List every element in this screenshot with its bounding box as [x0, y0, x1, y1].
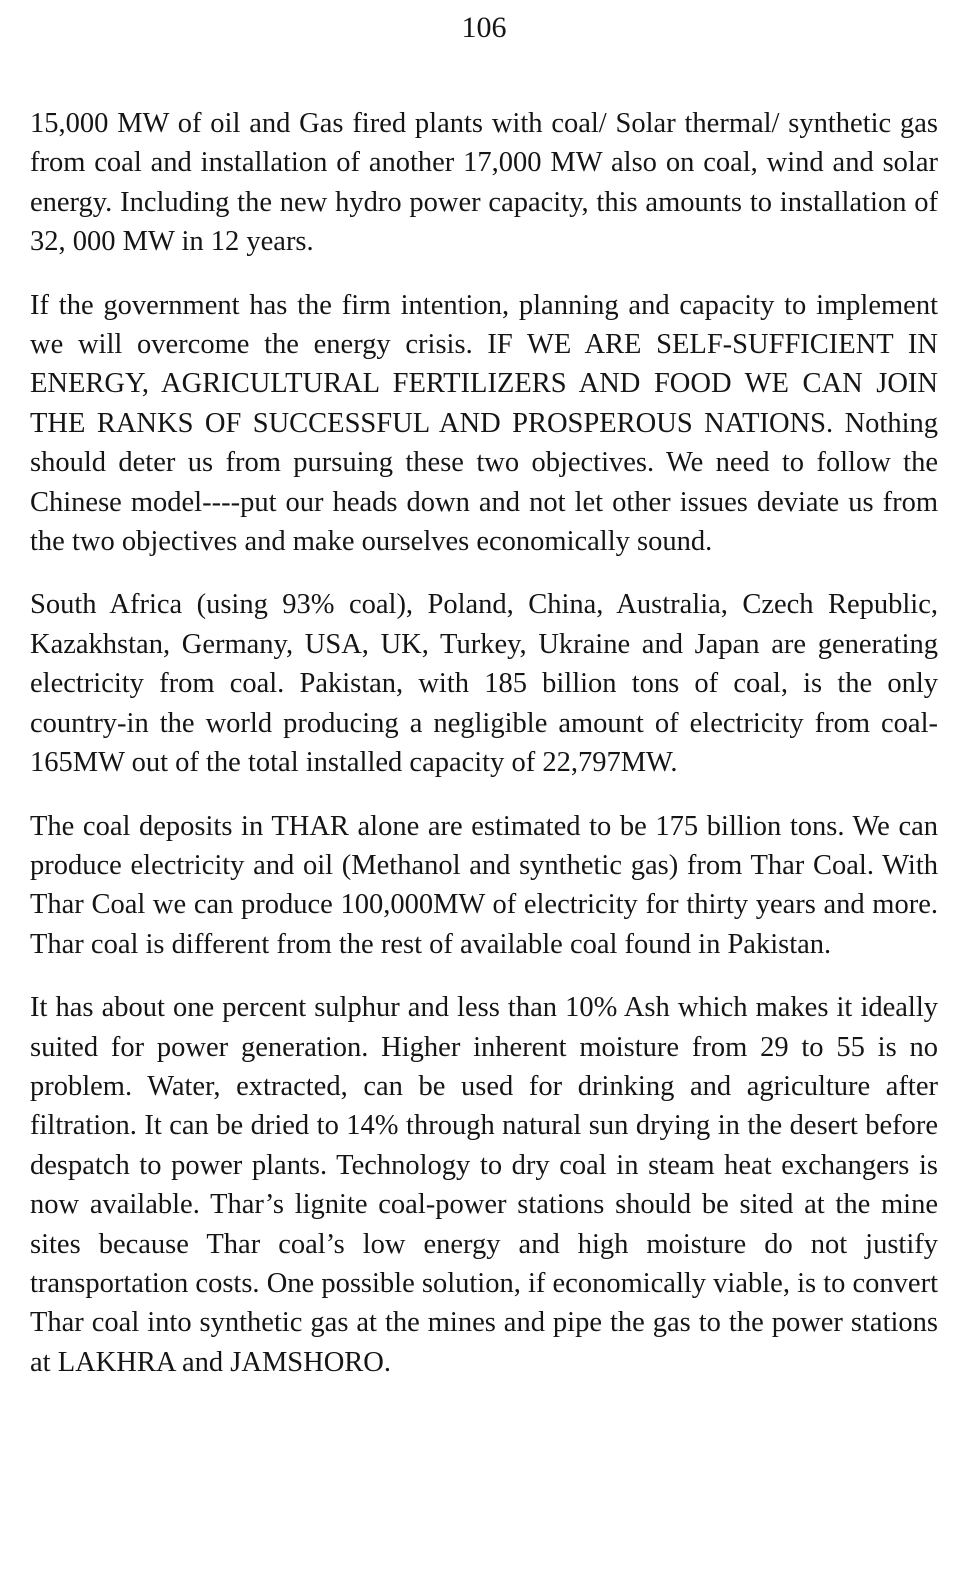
paragraph-thar-properties: It has about one percent sulphur and less than 10% Ash which makes it ideally suited for power generation. Higher inherent moisture from 29 to 55 is no problem. Water, extracted, can be used for drinking and agriculture after filtration. It can be dried to 14% through natural sun drying in the desert before despatch to power plants. Technology to dry coal in steam heat exchangers is now available. Thar’s lignite coal-power stations should be sited at the mine sites because Thar coal’s low energy and high moisture do not justify transportation costs. One possible solution, if economically viable, is to convert Thar coal into synthetic gas at the mines and pipe the gas to the power stations at LAKHRA and JAMSHORO. — [30, 992, 938, 1378]
paragraph-thar-deposits: The coal deposits in THAR alone are estimated to be 175 billion tons. We can produce electricity and oil (Methanol and synthetic gas) from Thar Coal. With Thar Coal we can produce 100,000MW of electricity for thirty years and more. Thar coal is different from the rest of available coal found in Pakistan. — [30, 810, 938, 960]
paragraph-self-sufficiency: If the government has the firm intention, planning and capacity to implement we will overcome the energy crisis. IF WE ARE SELF-SUFFICIENT IN ENERGY, AGRICULTURAL FERTILIZERS AND FOOD WE CAN JOIN THE RANKS OF SUCCESSFUL AND PROSPEROUS NATIONS. Nothing should deter us from pursuing these two objectives. We need to follow the Chinese model----put our heads down and not let other issues deviate us from the two objectives and make ourselves economically sound. — [30, 289, 938, 558]
paragraph-capacity-plan: 15,000 MW of oil and Gas fired plants with coal/ Solar thermal/ synthetic gas from coal and installation of another 17,000 MW also on coal, wind and solar energy. Including the new hydro power capacity, this amounts to installation of 32, 000 MW in 12 years. — [30, 108, 938, 258]
paragraph-coal-countries: South Africa (using 93% coal), Poland, China, Australia, Czech Republic, Kazakhstan, Germany, USA, UK, Turkey, Ukraine and Japan are generating electricity from coal. Pakistan, with 185 billion tons of coal, is the only country-in the world producing a negligible amount of electricity from coal-165MW out of the total installed capacity of 22,797MW. — [30, 589, 938, 779]
page-number: 106 — [461, 11, 507, 44]
body-text — [30, 104, 938, 1382]
